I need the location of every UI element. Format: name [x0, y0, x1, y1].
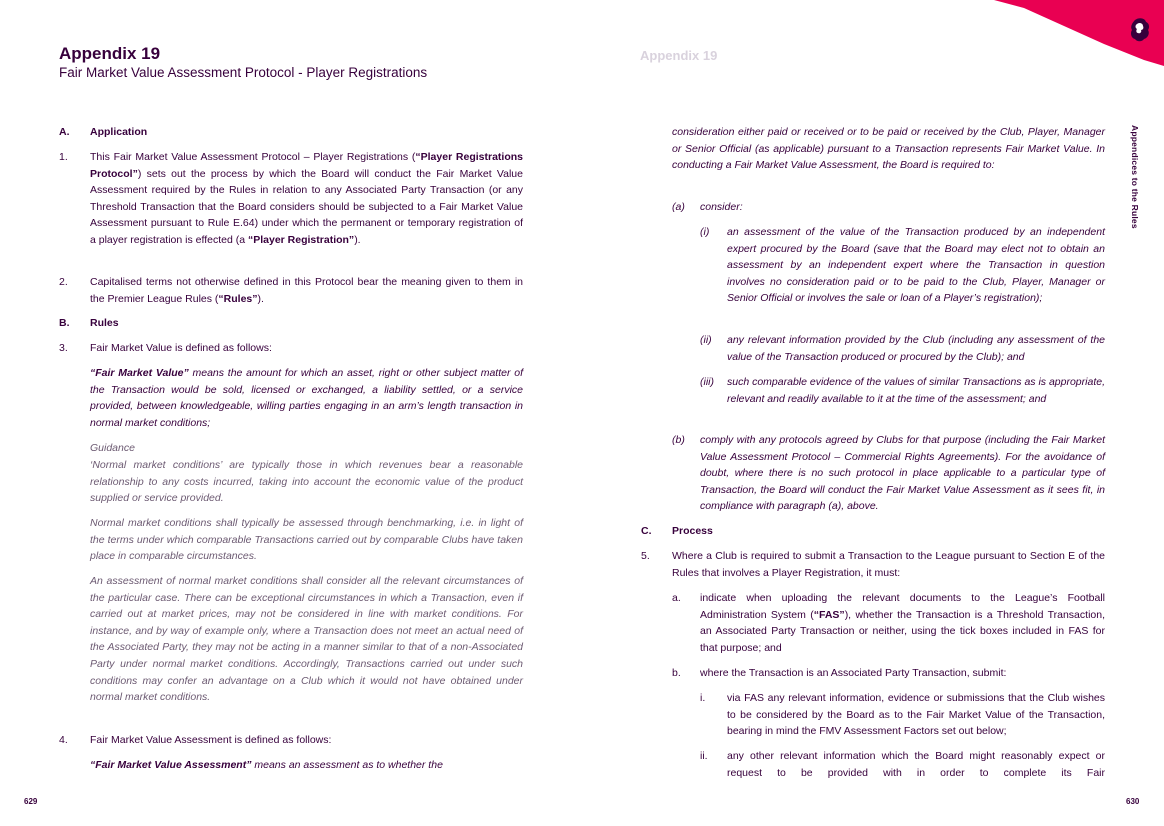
item-a-iii: such comparable evidence of the values of similar Transactions as is appropriate, relevant and readily available to it at the time of the assessment; and: [727, 376, 1105, 405]
para-2: Capitalised terms not otherwise defined in this Protocol bear the meaning given to them in the Premier League Rules (“Rules”).: [90, 276, 523, 305]
item-b: comply with any protocols agreed by Clubs for that purpose (including the Fair Market Value Assessment Protocol – Commercial Rights Agreements). For the avoidance of doubt, where there is no such protocol in place applicable to a particular type of Transaction, the Board will conduct the Fair Market Value Assessment as it sees fit, in compliance with paragraph (a), above.: [700, 434, 1105, 513]
item-5b-i: via FAS any relevant information, evidence or submissions that the Club wishes to be considered by the Board as to the Fair Market Value of the Transaction, bearing in mind the FMV Assessment Factors set out below;: [727, 692, 1105, 738]
continuation-paragraph: consideration either paid or received or to be paid or received by the Club, Player, Manager or Senior Official (as applicable) pursuant to a Transaction represents Fair Market Value. In conducting a Fair Market Value Assessment, the Board is required to:: [672, 126, 1105, 172]
para-2-number: 2.: [59, 276, 68, 288]
fair-market-value-definition: “Fair Market Value” means the amount for which an asset, right or other subject matter of the Transaction would be sold, licensed or exchanged, a liability settled, or a service provided, between knowledgeable, willing parties engaging in an arm’s length transaction in normal market conditions;: [90, 367, 523, 429]
guidance-paragraph-3: An assessment of normal market conditions shall consider all the relevant circumstances of the particular case. There can be exceptional circumstances in which a Transaction, even if carried out at market prices, may not be considered in line with market conditions. For instance, and by way of example only, where a Transaction does not meet an actual need of the Associated Party, they may not be acting in a manner similar to that of a non-Associated Party under normal market conditions. Accordingly, Transactions carried out under such conditions may confer an advantage on a Club which it would not have obtained under normal market conditions.: [90, 575, 523, 704]
item-5b-ii: any other relevant information which the Board might reasonably expect or request to be provided with in order to complete its Fair: [727, 750, 1105, 779]
item-5a: indicate when uploading the relevant documents to the League’s Football Administration System (“FAS”), whether the Transaction is a Threshold Transaction, an Associated Party Transaction or neither, using the tick boxes included in FAS for that purpose; and: [700, 592, 1105, 654]
fmv-assessment-definition: “Fair Market Value Assessment” means an assessment as to whether the: [90, 759, 443, 771]
side-label-appendices: Appendices to the Rules: [1130, 125, 1140, 229]
item-a-ii-label: (ii): [700, 334, 712, 346]
para-4-number: 4.: [59, 734, 68, 746]
item-a-label: (a): [672, 201, 685, 213]
item-5b-i-label: i.: [700, 692, 706, 704]
item-5b: where the Transaction is an Associated Party Transaction, submit:: [700, 667, 1007, 679]
item-a-ii: any relevant information provided by the Club (including any assessment of the value of the Transaction produced or procured by the Club); and: [727, 334, 1105, 363]
guidance-heading: Guidance: [90, 442, 135, 454]
running-header: Appendix 19: [640, 48, 718, 63]
page-number-left: 629: [24, 797, 38, 806]
item-5a-label: a.: [672, 592, 681, 604]
para-3: Fair Market Value is defined as follows:: [90, 342, 272, 354]
para-4: Fair Market Value Assessment is defined as follows:: [90, 734, 332, 746]
para-1-number: 1.: [59, 151, 68, 163]
item-a: consider:: [700, 201, 743, 213]
item-5b-ii-label: ii.: [700, 750, 708, 762]
item-b-label: (b): [672, 434, 685, 446]
section-a-letter: A.: [59, 126, 70, 138]
item-5b-label: b.: [672, 667, 681, 679]
item-a-i: an assessment of the value of the Transaction produced by an independent expert procured by the Board (save that the Board may elect not to obtain an assessment by an independent expert where the Transaction in question involves no consideration paid or to be paid to the Club, Player, Manager or Senior Official or involves the sale or loan of a Player’s registration);: [727, 226, 1105, 305]
guidance-paragraph-1: ‘Normal market conditions’ are typically those in which revenues bear a reasonable relationship to any costs incurred, taking into account the economic value of the product supplied or service provided.: [90, 459, 523, 505]
section-b-letter: B.: [59, 317, 70, 329]
para-5: Where a Club is required to submit a Transaction to the League pursuant to Section E of the Rules that involves a Player Registration, it must:: [672, 550, 1105, 579]
section-c-letter: C.: [641, 525, 652, 537]
para-1: This Fair Market Value Assessment Protocol – Player Registrations (“Player Registrations Protocol”) sets out the process by which the Board will conduct the Fair Market Value Assessment required by the Rules in relation to any Associated Party Transaction (or any Threshold Transaction that the Board considers should be subjected to a Fair Market Value Assessment pursuant to Rule E.64) under which the permanent or temporary registration of a player registration is effected (a “Player Registration”).: [90, 151, 524, 246]
para-5-number: 5.: [641, 550, 650, 562]
page-number-right: 630: [1126, 797, 1140, 806]
section-a-heading: Application: [90, 126, 148, 138]
para-3-number: 3.: [59, 342, 68, 354]
brand-corner-banner: [994, 0, 1164, 70]
page-title: Appendix 19: [59, 44, 161, 63]
page-subtitle: Fair Market Value Assessment Protocol - Player Registrations: [59, 65, 428, 80]
item-a-i-label: (i): [700, 226, 710, 238]
section-b-heading: Rules: [90, 317, 119, 329]
section-c-heading: Process: [672, 525, 713, 537]
guidance-paragraph-2: Normal market conditions shall typically be assessed through benchmarking, i.e. in light of the terms under which comparable Transactions carried out by comparable Clubs have taken place in comparable circumstances.: [90, 517, 523, 563]
item-a-iii-label: (iii): [700, 376, 714, 388]
